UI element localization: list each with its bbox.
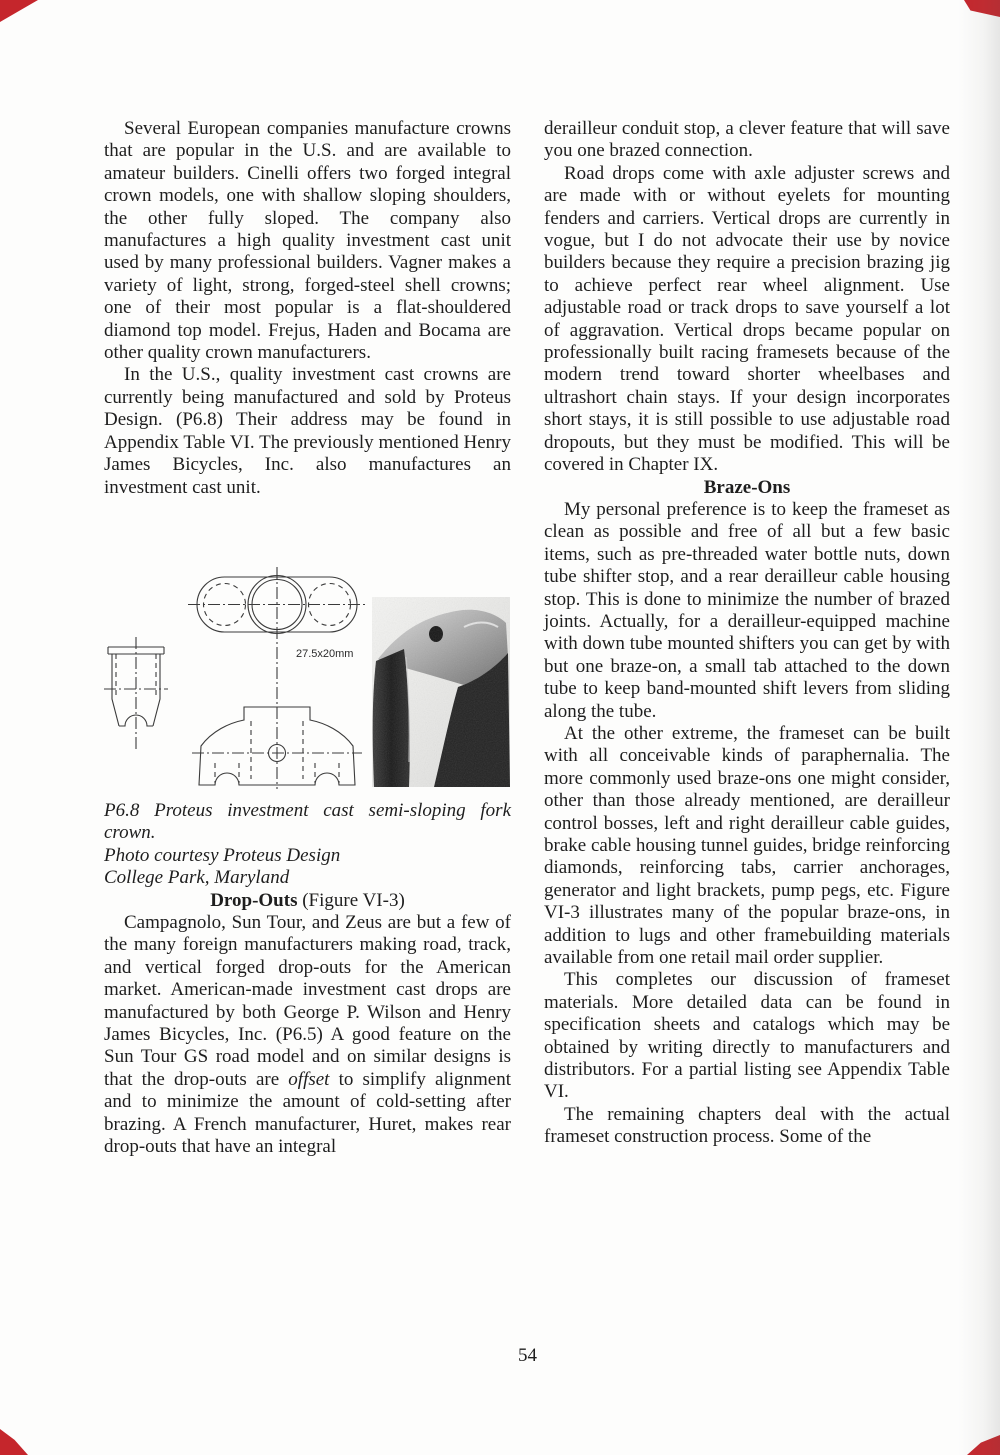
caption-text: P6.8 Proteus investment cast semi-sloping fork crown.	[104, 799, 511, 844]
paragraph-dropouts-text-cont: to simplify alignment and to minimize the amount of cold-setting after brazing. A French manufacturer, Huret, makes rear drop-outs that have an integral	[104, 1068, 511, 1157]
photo-fork-crown	[372, 597, 510, 787]
paragraph-other-extreme: At the other extreme, the frameset can be built with all conceivable kinds of paraphernalia. The more commonly used braze-ons one might consider, other than those already mentioned, are derailleur control bosses, left and right derailleur cable guides, brake cable housing tunnel guides, bridge reinforcing diamonds, reinforcing tabs, carrier anchorages, generator and light brackets, pump pegs, etc. Figure VI-3 illustrates many of the popular braze-ons, in addition to lugs and other framebuilding materials available from one retail mail order supplier.	[544, 722, 950, 969]
heading-regular-part: (Figure VI-3)	[297, 889, 405, 911]
paragraph-conduit-stop: derailleur conduit stop, a clever feature that will save you one brazed connection.	[544, 118, 950, 162]
figure-caption	[104, 800, 511, 890]
paragraph-personal-preference: My personal preference is to keep the frameset as clean as possible and free of all but a few basic items, such as pre-threaded water bottle nuts, down tube shifter stop, and a rear derailleur cable housing stop. This is done to minimize the number of brazed joints. Actually, for a derailleur-equipped machine with down tube mounted shifters you can get by with but one braze-on, a small tab attached to the down tube to keep band-mounted shift levers from sliding along the tube.	[544, 498, 950, 722]
dimension-label: 27.5x20mm	[296, 647, 354, 660]
paragraph-road-drops: Road drops come with axle adjuster screws and are made with or without eyelets for mounting fenders and carriers. Vertical drops are currently in vogue, but I do not advocate their use by novice builders because they require a precision brazing jig to achieve perfect rear wheel alignment. Use adjustable road or track drops to save yourself a lot of aggravation. Vertical drops became popular on professionally built racing framesets because of the modern trend toward shorter wheelbases and ultrashort chain stays. If your design incorporates short stays, it is still possible to use adjustable road dropouts, but they must be modified. This will be covered in Chapter IX.	[544, 162, 950, 476]
page-edge-shadow	[958, 0, 1000, 1455]
paragraph-crowns-us: In the U.S., quality investment cast crowns are currently being manufactured and sold by Proteus Design. (P6.8) Their address may be found in Appendix Table VI. The previously mentioned Henry James Bicycles, Inc. also manufactures an investment cast unit.	[104, 364, 511, 498]
paragraph-crowns-european: Several European companies manufacture crowns that are popular in the U.S. and are available to amateur builders. Cinelli offers two forged integral crown models, one with shallow sloping shoulders, the other fully sloped. The company also manufactures a high quality investment cast unit used by many professional builders. Vagner makes a variety of light, strong, forged-steel shell crowns; one of their most popular is a flat-shouldered diamond top model. Frejus, Haden and Bocama are other quality crown manufacturers.	[104, 118, 511, 364]
page-number: 54	[518, 1345, 537, 1366]
right-column	[544, 118, 950, 1149]
paragraph-completes-discussion: This completes our discussion of frameset materials. More detailed data can be found in specification sheets and catalogs which may be obtained by writing directly to manufacturers and distributors. For a partial listing see Appendix Table VI.	[544, 969, 950, 1103]
red-corner-bottom-left	[0, 1429, 28, 1455]
heading-bold-part: Drop-Outs	[210, 889, 298, 911]
paragraph-dropouts-text: Campagnolo, Sun Tour, and Zeus are but a few of the many foreign manufacturers making road, track, and vertical forged drop-outs for the American market. American-made investment cast drops are manufactured by both George P. Wilson and Henry James Bicycles, Inc. (P6.5) A good feature on the Sun Tour GS road model and on similar designs is that the drop-outs are	[104, 911, 511, 1090]
paragraph-remaining-chapters: The remaining chapters deal with the actual frameset construction process. Some of the	[544, 1103, 950, 1148]
paragraph-dropouts	[104, 912, 511, 1158]
photo-credit-line2: College Park, Maryland	[104, 867, 290, 889]
left-column	[104, 118, 511, 1158]
photo-credit-line1: Photo courtesy Proteus Design	[104, 844, 341, 866]
italic-word-offset: offset	[288, 1068, 330, 1090]
section-heading-drop-outs	[104, 890, 511, 912]
figure-p6-8	[104, 549, 511, 794]
side-view-drawing	[104, 637, 168, 749]
section-heading-braze-ons: Braze-Ons	[703, 476, 791, 498]
top-view-drawing	[188, 567, 366, 789]
red-corner-bottom-right	[967, 1435, 1000, 1455]
red-corner-top-left	[0, 0, 38, 22]
red-corner-top-right	[964, 0, 1000, 17]
